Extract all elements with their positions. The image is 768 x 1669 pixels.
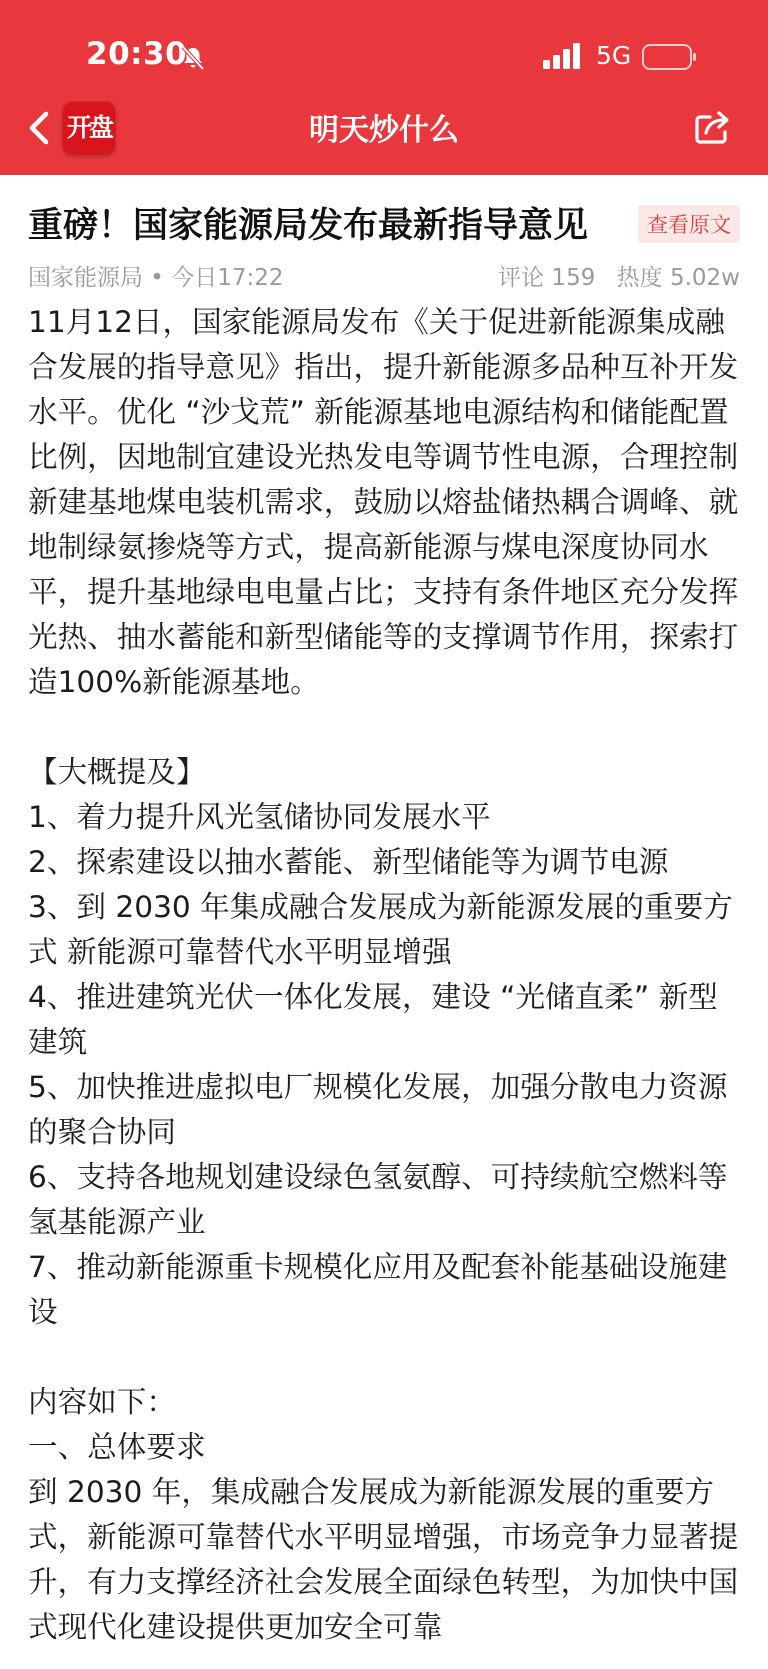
article-body bbox=[28, 300, 740, 1650]
nav-bar bbox=[0, 95, 768, 161]
intro-paragraph: 11月12日，国家能源局发布《关于促进新能源集成融合发展的指导意见》指出，提升新能源多品种互补开发水平。优化 “沙戈荒” 新能源基地电源结构和储能配置比例，因地制宜建设光热发电等调节性电源，合理控制新建基地煤电装机需求，鼓励以熔盐储热耦合调峰、就地制绿氨掺烧等方式，提高新能源与煤电深度协同水平，提升基地绿电电量占比；支持有条件地区充分发挥光热、抽水蓄能和新型储能等的支撑调节作用，探索打造100%新能源基地。 bbox=[28, 305, 739, 699]
article-title: 重磅！国家能源局发布最新指导意见 bbox=[28, 206, 589, 246]
point-item: 7、推动新能源重卡规模化应用及配套补能基础设施建设 bbox=[28, 1250, 728, 1329]
section-text: 到 2030 年，集成融合发展成为新能源发展的重要方式，新能源可靠替代水平明显增强，市场竞争力显著提升，有力支撑经济社会发展全面绿色转型，为加快中国式现代化建设提供更加安全可靠 bbox=[28, 1475, 739, 1644]
battery-icon bbox=[642, 44, 698, 70]
heat-count: 热度 5.02w bbox=[616, 265, 740, 291]
point-item: 3、到 2030 年集成融合发展成为新能源发展的重要方式 新能源可靠替代水平明显增强 bbox=[28, 890, 733, 969]
source-time[interactable]: 国家能源局 • 今日17:22 bbox=[28, 265, 284, 291]
article-meta bbox=[28, 259, 740, 292]
point-item: 5、加快推进虚拟电厂规模化发展，加强分散电力资源的聚合协同 bbox=[28, 1070, 728, 1149]
point-item: 2、探索建设以抽水蓄能、新型储能等为调节电源 bbox=[28, 845, 669, 879]
nav-title: 明天炒什么 bbox=[309, 113, 459, 148]
comment-count[interactable]: 评论 159 bbox=[498, 265, 596, 291]
app-logo[interactable]: 开盘 bbox=[63, 102, 115, 154]
section-heading: 一、总体要求 bbox=[28, 1430, 206, 1464]
point-item: 6、支持各地规划建设绿色氢氨醇、可持续航空燃料等氢基能源产业 bbox=[28, 1160, 728, 1239]
point-item: 1、着力提升风光氢储协同发展水平 bbox=[28, 800, 491, 834]
status-time: 20:30 bbox=[86, 36, 188, 72]
article-content bbox=[0, 203, 768, 1650]
summary-heading: 【大概提及】 bbox=[28, 755, 206, 789]
network-type: 5G bbox=[596, 41, 632, 70]
share-icon[interactable] bbox=[694, 109, 732, 145]
point-item: 4、推进建筑光伏一体化发展，建设 “光储直柔” 新型建筑 bbox=[28, 980, 718, 1059]
article-header bbox=[28, 203, 740, 249]
top-header bbox=[0, 0, 768, 175]
cellular-signal-icon bbox=[543, 43, 583, 69]
content-label: 内容如下： bbox=[28, 1385, 176, 1419]
mute-bell-icon bbox=[180, 45, 206, 71]
view-original-button[interactable]: 查看原文 bbox=[638, 205, 740, 243]
